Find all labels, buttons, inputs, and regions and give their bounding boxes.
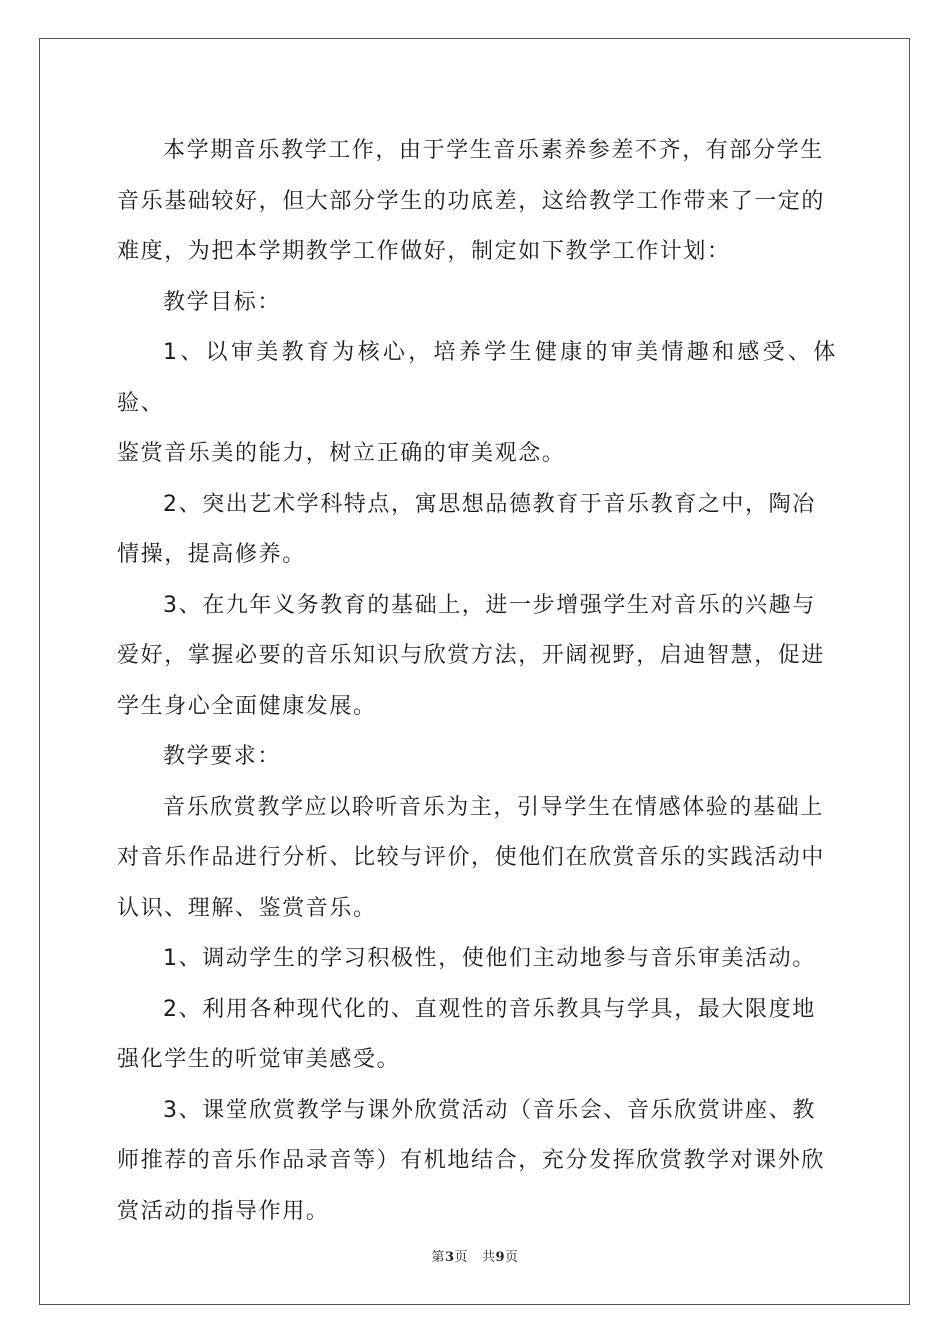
paragraph-line: 认识、理解、鉴赏音乐。 (117, 895, 377, 921)
footer-page-unit: 页 (454, 1250, 469, 1265)
paragraph (117, 278, 837, 329)
paragraph-line: 对音乐作品进行分析、比较与评价，使他们在欣赏音乐的实践活动中 (117, 845, 826, 870)
paragraph-line: 赏活动的指导作用。 (117, 1198, 330, 1224)
page-footer (0, 1246, 950, 1265)
paragraph-line: 2、利用各种现代化的、直观性的音乐教具与学具，最大限度地 (163, 996, 816, 1022)
document-body (117, 126, 837, 1237)
paragraph-line: 情操，提高修养。 (117, 542, 306, 567)
paragraph (117, 480, 837, 581)
paragraph (117, 783, 837, 935)
paragraph-line: 教学目标： (163, 289, 282, 315)
paragraph (117, 1086, 837, 1238)
paragraph-line: 本学期音乐教学工作，由于学生音乐素养参差不齐，有部分学生 (163, 138, 824, 163)
paragraph-line: 音乐基础较好，但大部分学生的功底差，这给教学工作带来了一定的 (117, 188, 826, 214)
paragraph-line: 难度，为把本学期教学工作做好，制定如下教学工作计划： (117, 239, 731, 264)
paragraph-line: 学生身心全面健康发展。 (117, 693, 377, 719)
paragraph (117, 581, 837, 733)
paragraph-line: 2、突出艺术学科特点，寓思想品德教育于音乐教育之中，陶冶 (163, 491, 816, 517)
paragraph-line: 师推荐的音乐作品录音等）有机地结合，充分发挥欣赏教学对课外欣 (117, 1148, 826, 1173)
paragraph-line: 1、以审美教育为核心，培养学生健康的审美情趣和感受、体验、 (117, 340, 837, 416)
paragraph (117, 328, 837, 480)
footer-current-page: 3 (444, 1250, 455, 1265)
paragraph-line: 3、课堂欣赏教学与课外欣赏活动（音乐会、音乐欣赏讲座、教 (163, 1097, 816, 1123)
footer-total-unit: 页 (505, 1250, 519, 1265)
paragraph (117, 126, 837, 278)
footer-total-pages: 9 (495, 1250, 506, 1265)
footer-total-prefix: 共 (481, 1250, 496, 1265)
paragraph-line: 强化学生的听觉审美感受。 (117, 1047, 401, 1072)
footer-prefix: 第 (431, 1250, 445, 1265)
paragraph-line: 鉴赏音乐美的能力，树立正确的审美观念。 (117, 441, 566, 466)
paragraph (117, 934, 837, 985)
paragraph (117, 732, 837, 783)
paragraph-line: 爱好，掌握必要的音乐知识与欣赏方法，开阔视野，启迪智慧，促进 (117, 643, 826, 668)
paragraph-line: 教学要求： (163, 744, 282, 769)
paragraph-line: 1、调动学生的学习积极性，使他们主动地参与音乐审美活动。 (163, 946, 816, 971)
paragraph-line: 音乐欣赏教学应以聆听音乐为主，引导学生在情感体验的基础上 (163, 794, 824, 820)
paragraph-line: 3、在九年义务教育的基础上，进一步增强学生对音乐的兴趣与 (163, 592, 816, 618)
paragraph (117, 985, 837, 1086)
